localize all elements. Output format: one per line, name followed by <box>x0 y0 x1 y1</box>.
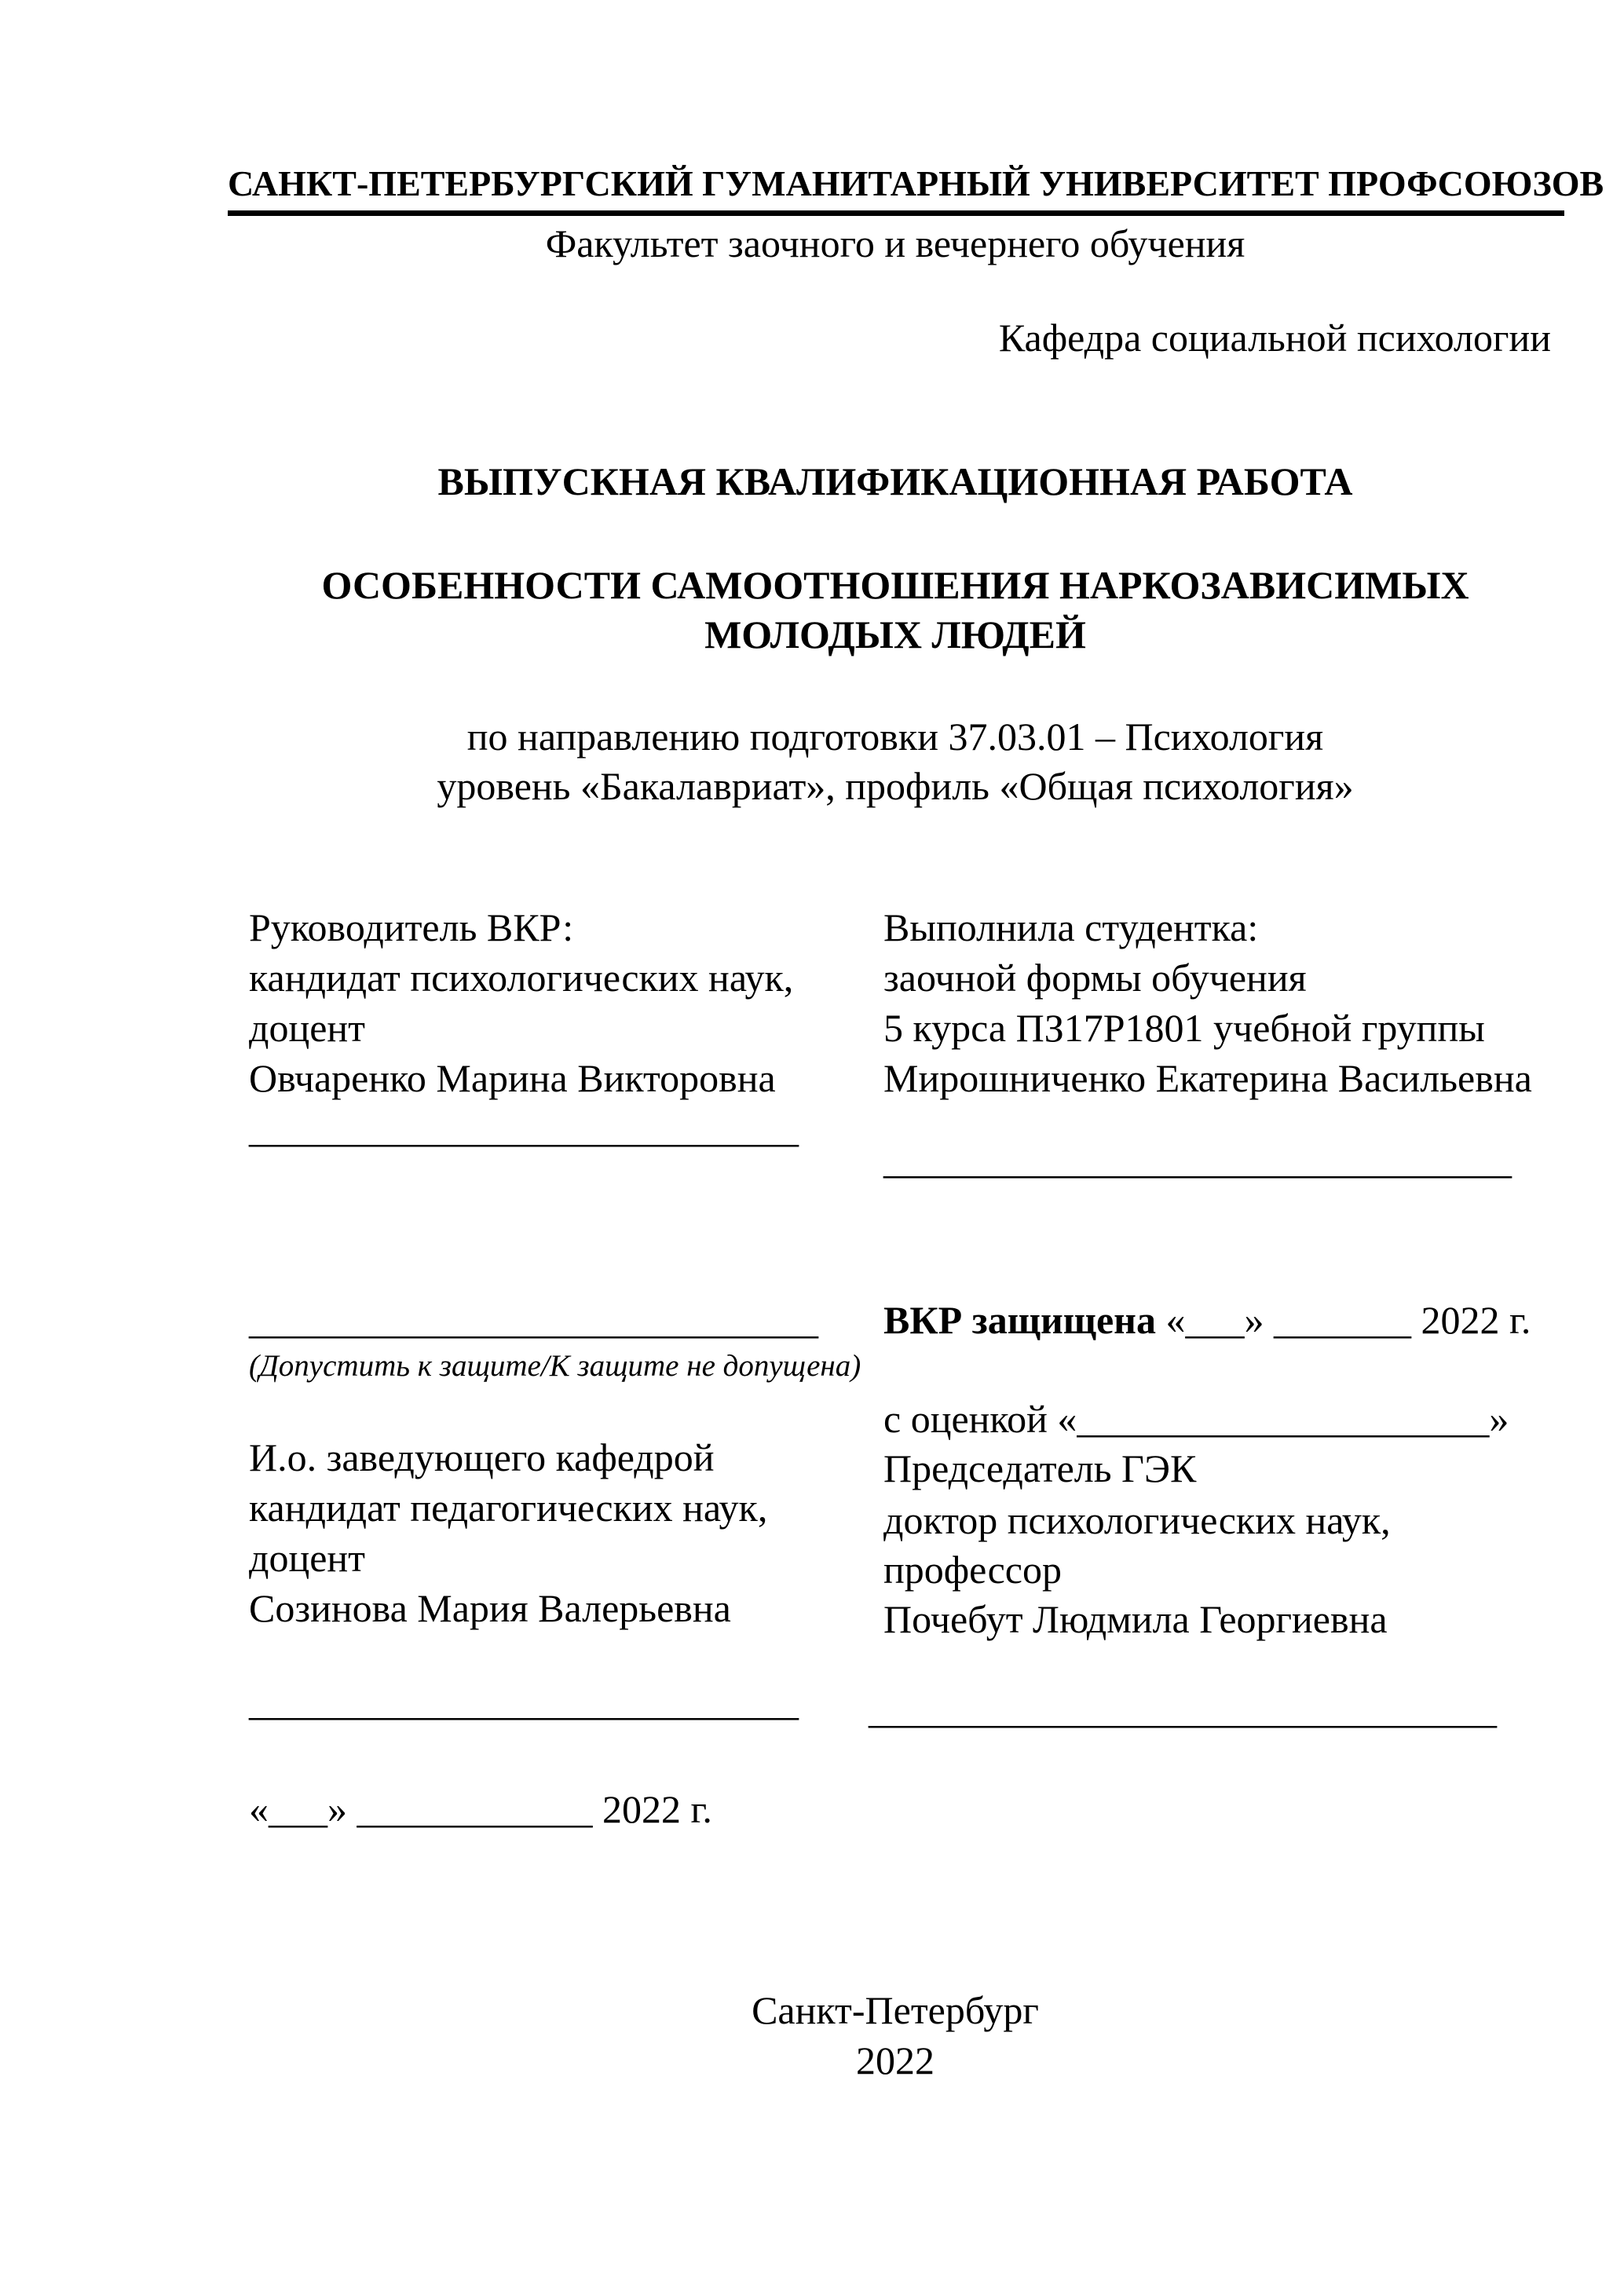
head-name: Созинова Мария Валерьевна <box>249 1586 731 1630</box>
head-date-line: «___» ____________ 2022 г. <box>249 1787 712 1831</box>
chairman-label: Председатель ГЭК <box>883 1446 1197 1490</box>
head-degree: кандидат педагогических наук, <box>249 1486 768 1530</box>
student-group: 5 курса ПЗ17Р1801 учебной группы <box>883 1006 1485 1050</box>
thesis-title-line1: ОСОБЕННОСТИ САМООТНОШЕНИЯ НАРКОЗАВИСИМЫХ <box>321 563 1469 607</box>
student-name: Мирошниченко Екатерина Васильевна <box>883 1056 1532 1100</box>
student-label: Выполнила студентка: <box>883 905 1259 949</box>
supervisor-signature-line: ____________________________ <box>249 1106 799 1150</box>
footer-year: 2022 <box>856 2038 935 2082</box>
supervisor-label: Руководитель ВКР: <box>249 905 574 949</box>
work-type-title: ВЫПУСКНАЯ КВАЛИФИКАЦИОННАЯ РАБОТА <box>437 459 1353 503</box>
faculty-name: Факультет заочного и вечернего обучения <box>545 221 1245 265</box>
chairman-name: Почебут Людмила Георгиевна <box>883 1597 1388 1641</box>
defense-date-line <box>883 1295 1531 1345</box>
footer-city: Санкт-Петербург <box>752 1988 1039 2032</box>
student-study-form: заочной формы обучения <box>883 956 1307 1000</box>
defense-defended-label: ВКР защищена <box>883 1298 1156 1342</box>
thesis-title-line2: МОЛОДЫХ ЛЮДЕЙ <box>704 612 1086 656</box>
program-direction: по направлению подготовки 37.03.01 – Психология <box>466 715 1324 759</box>
head-position: доцент <box>249 1536 365 1580</box>
university-name: САНКТ-ПЕТЕРБУРГСКИЙ ГУМАНИТАРНЫЙ УНИВЕРСИТЕТ ПРОФСОЮЗОВ <box>228 163 1604 203</box>
defense-defended-blanks: «___» _______ 2022 г. <box>1155 1298 1531 1342</box>
chairman-degree: доктор психологических наук, <box>883 1498 1391 1542</box>
defense-grade-line: с оценкой «_____________________» <box>883 1397 1509 1441</box>
student-signature-line: ________________________________ <box>883 1138 1512 1182</box>
chairman-position: профессор <box>883 1548 1062 1592</box>
chairman-signature-line: ________________________________ <box>869 1687 1497 1731</box>
admission-signature-line: _____________________________ <box>249 1298 818 1342</box>
supervisor-position: доцент <box>249 1006 365 1050</box>
head-label: И.о. заведующего кафедрой <box>249 1435 715 1479</box>
header-rule <box>228 210 1564 216</box>
supervisor-name: Овчаренко Марина Викторовна <box>249 1056 776 1100</box>
head-signature-line: ____________________________ <box>249 1680 799 1724</box>
admission-note: (Допустить к защите/К защите не допущена) <box>249 1349 861 1383</box>
program-level: уровень «Бакалавриат», профиль «Общая психология» <box>437 764 1354 808</box>
supervisor-degree: кандидат психологических наук, <box>249 956 794 1000</box>
department-name: Кафедра социальной психологии <box>998 316 1551 360</box>
